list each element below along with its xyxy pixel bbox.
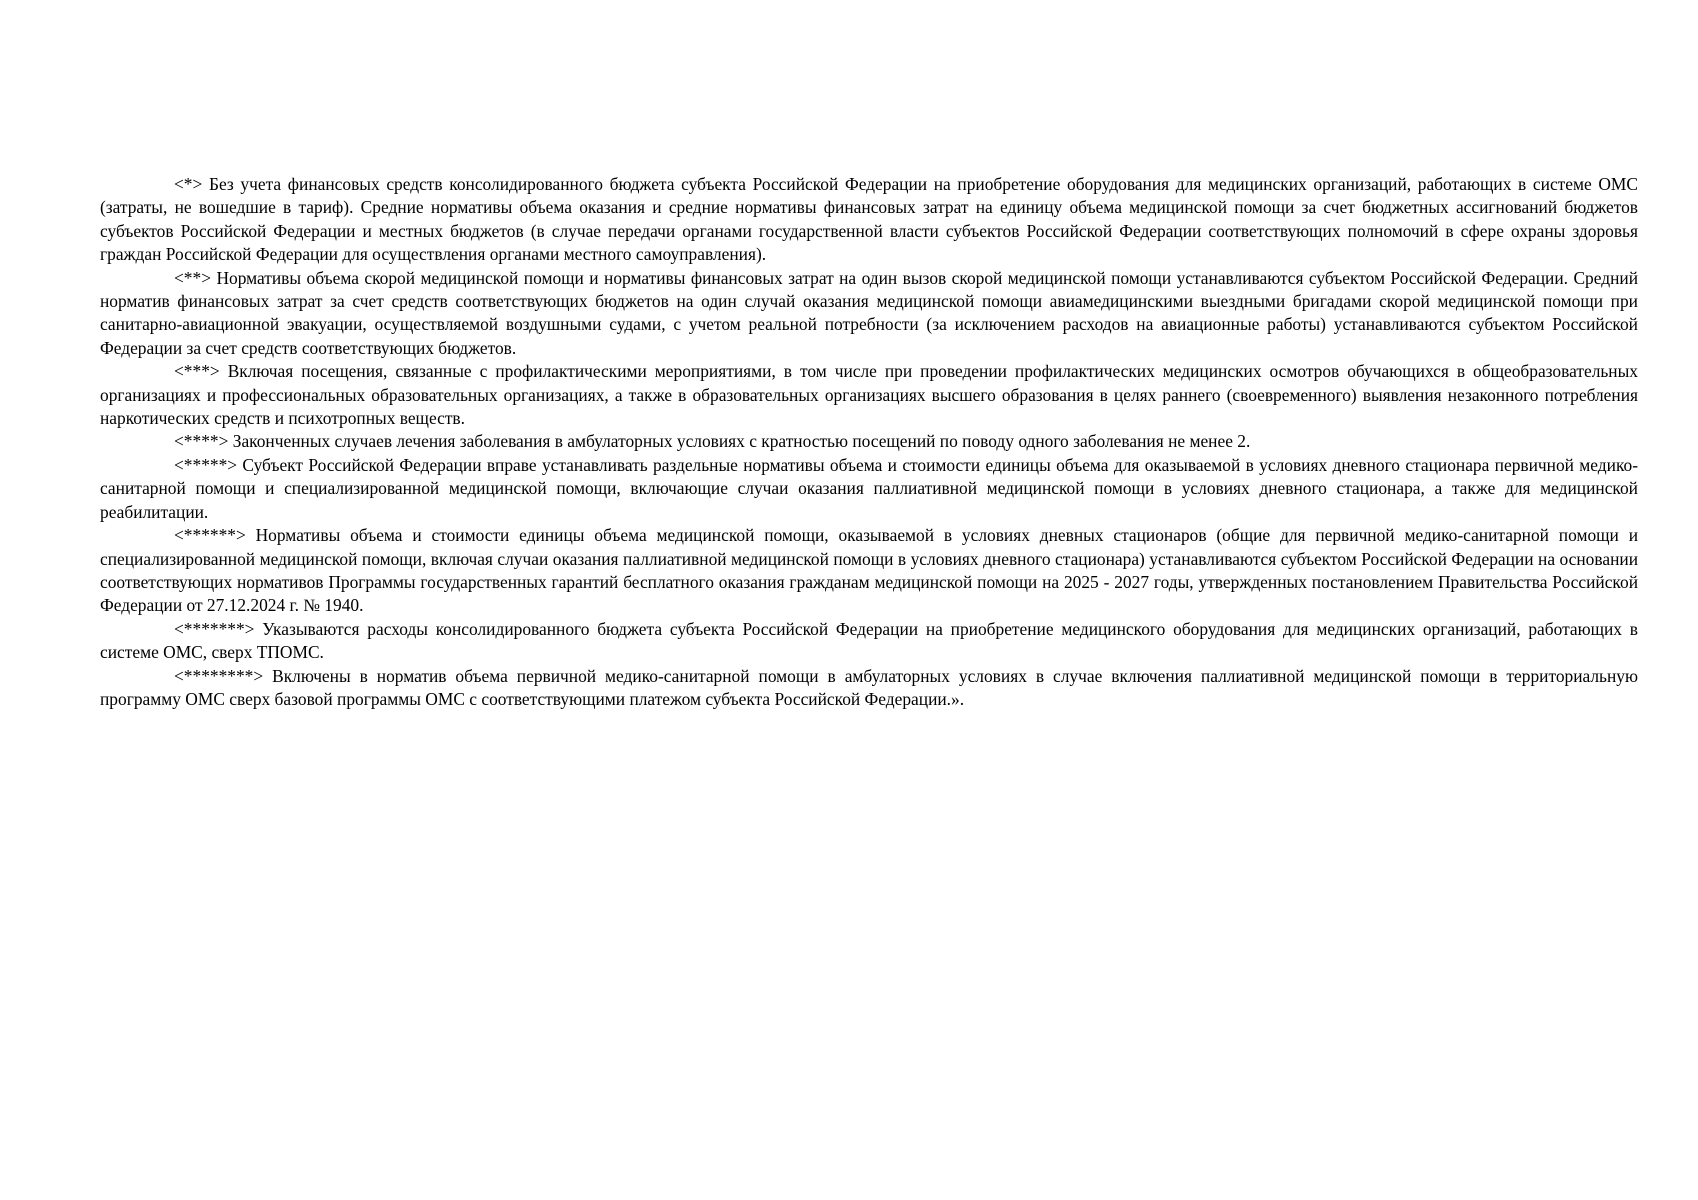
footnote-2: <**> Нормативы объема скорой медицинской помощи и нормативы финансовых затрат на один вызов скорой медицинской помощи устанавливаются субъектом Российской Федерации. Средний норматив финансовых затрат за счет средств соответствующих бюджетов на один случай оказания медицинской помощи авиамедицинскими выездными бригадами скорой медицинской помощи при санитарно-авиационной эвакуации, осуществляемой воздушными судами, с учетом реальной потребности (за исключением расходов на авиационные работы) устанавливаются субъектом Российской Федерации за счет средств соответствующих бюджетов. [100, 267, 1638, 358]
footnote-5: <*****> Субъект Российской Федерации вправе устанавливать раздельные нормативы объема и стоимости единицы объема для оказываемой в условиях дневного стационара первичной медико-санитарной помощи и специализированной медицинской помощи, включающие случаи оказания паллиативной медицинской помощи в условиях дневного стационара, а также для медицинской реабилитации. [100, 454, 1638, 522]
footnote-7: <*******> Указываются расходы консолидированного бюджета субъекта Российской Федерации на приобретение медицинского оборудования для медицинских организаций, работающих в системе ОМС, сверх ТПОМС. [100, 618, 1638, 663]
footnote-6: <******> Нормативы объема и стоимости единицы объема медицинской помощи, оказываемой в условиях дневных стационаров (общие для первичной медико-санитарной помощи и специализированной медицинской помощи, включая случаи оказания паллиативной медицинской помощи в условиях дневного стационара) устанавливаются субъектом Российской Федерации на основании соответствующих нормативов Программы государственных гарантий бесплатного оказания гражданам медицинской помощи на 2025 - 2027 годы, утвержденных постановлением Правительства Российской Федерации от 27.12.2024 г. № 1940. [100, 525, 1638, 616]
footnote-1: <*> Без учета финансовых средств консолидированного бюджета субъекта Российской Федерации на приобретение оборудования для медицинских организаций, работающих в системе ОМС (затраты, не вошедшие в тариф). Средние нормативы объема оказания и средние нормативы финансовых затрат на единицу объема медицинской помощи за счет бюджетных ассигнований бюджетов субъектов Российской Федерации и местных бюджетов (в случае передачи органами государственной власти субъектов Российской Федерации соответствующих полномочий в сфере охраны здоровья граждан Российской Федерации для осуществления органами местного самоуправления). [100, 174, 1638, 265]
footnote-3: <***> Включая посещения, связанные с профилактическими мероприятиями, в том числе при проведении профилактических медицинских осмотров обучающихся в общеобразовательных организациях и профессиональных образовательных организациях, а также в образовательных организациях высшего образования в целях раннего (своевременного) выявления незаконного потребления наркотических средств и психотропных веществ. [100, 361, 1638, 429]
document-page [100, 173, 1638, 711]
footnote-8: <********> Включены в норматив объема первичной медико-санитарной помощи в амбулаторных условиях в случае включения паллиативной медицинской помощи в территориальную программу ОМС сверх базовой программы ОМС с соответствующими платежом субъекта Российской Федерации.». [100, 665, 1638, 709]
footnote-4: <****> Законченных случаев лечения заболевания в амбулаторных условиях с кратностью посещений по поводу одного заболевания не менее 2. [174, 431, 1251, 452]
